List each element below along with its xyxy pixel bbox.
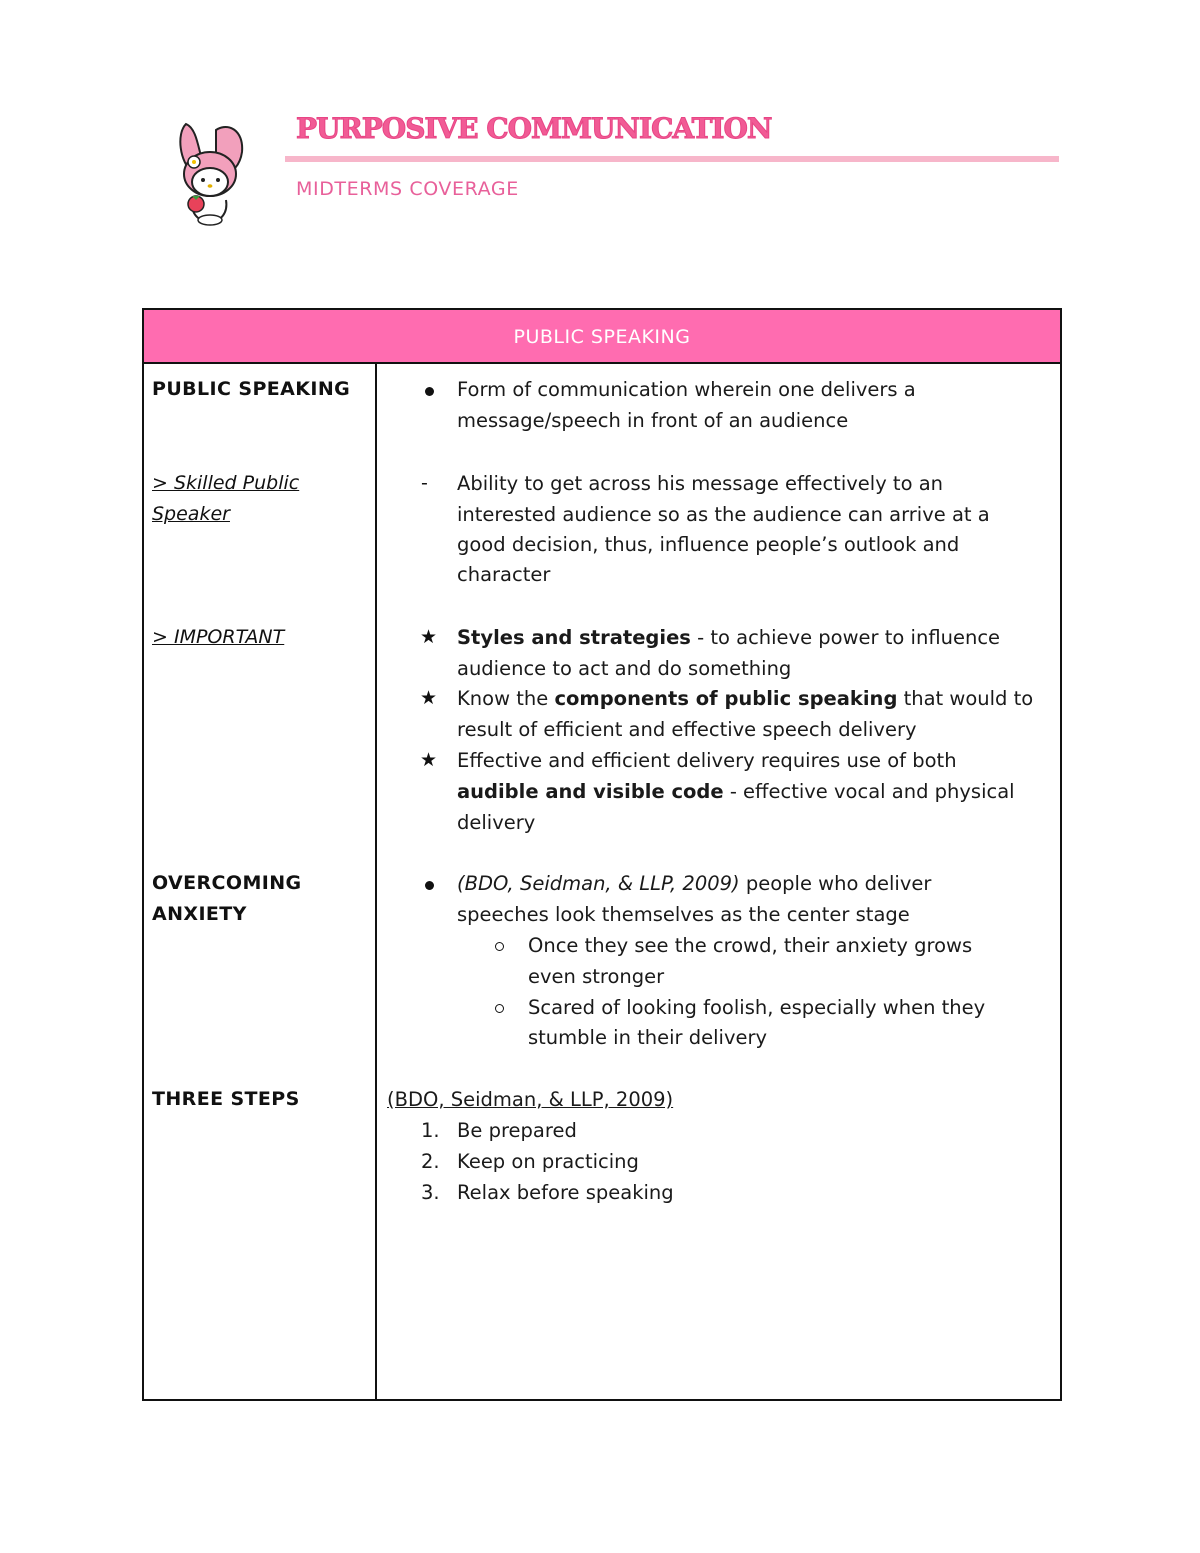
label-skilled-speaker-line1: > Skilled Public [152, 472, 300, 494]
label-overcoming-line2: ANXIETY [152, 903, 247, 925]
skilled-line2: interested audience so as the audience can arrive at a [457, 503, 990, 526]
step-text: Relax before speaking [457, 1181, 674, 1204]
notes-table [142, 308, 1062, 1401]
steps-citation: (BDO, Seidman, & LLP, 2009) [387, 1088, 674, 1111]
star-icon: ★ [420, 749, 438, 771]
anxiety-sub1-line2: even stronger [528, 965, 665, 988]
circle-bullet-icon [495, 942, 504, 951]
anxiety-line2: speeches look themselves as the center stage [457, 903, 910, 926]
important-item2-line2: result of efficient and effective speech delivery [457, 718, 917, 741]
step-number: 1. [421, 1119, 440, 1142]
skilled-line1: Ability to get across his message effectively to an [457, 472, 944, 495]
anxiety-sub1-line1: Once they see the crowd, their anxiety grows [528, 934, 973, 957]
star-icon: ★ [420, 626, 438, 648]
skilled-line4: character [457, 563, 551, 586]
skilled-line3: good decision, thus, influence people’s outlook and [457, 533, 960, 556]
step-text: Be prepared [457, 1119, 577, 1142]
anxiety-line1: (BDO, Seidman, & LLP, 2009) people who deliver [457, 872, 932, 895]
important-item3-line3: delivery [457, 811, 536, 834]
important-item1-line2: audience to act and do something [457, 657, 792, 680]
label-overcoming-line1: OVERCOMING [152, 872, 302, 894]
star-icon: ★ [420, 687, 438, 709]
important-item3-line1: Effective and efficient delivery requires use of both [457, 749, 957, 772]
label-important: > IMPORTANT [152, 626, 285, 648]
title-divider [285, 156, 1059, 162]
label-public-speaking: PUBLIC SPEAKING [152, 378, 351, 400]
step-number: 3. [421, 1181, 440, 1204]
important-item2-line1: Know the components of public speaking that would to [457, 687, 1034, 710]
important-item3-line2: audible and visible code - effective vocal and physical [457, 780, 1015, 803]
dash-marker: - [421, 472, 428, 494]
definition-line1: Form of communication wherein one delivers a [457, 378, 916, 401]
bullet-icon [425, 387, 434, 396]
label-three-steps: THREE STEPS [152, 1088, 300, 1110]
column-divider [375, 364, 377, 1399]
anxiety-sub2-line1: Scared of looking foolish, especially when they [528, 996, 986, 1019]
circle-bullet-icon [495, 1004, 504, 1013]
step-number: 2. [421, 1150, 440, 1173]
definition-line2: message/speech in front of an audience [457, 409, 849, 432]
table-heading: PUBLIC SPEAKING [144, 310, 1060, 364]
label-skilled-speaker-line2: Speaker [152, 503, 230, 525]
bullet-icon [425, 881, 434, 890]
anxiety-sub2-line2: stumble in their delivery [528, 1026, 768, 1049]
document-subtitle: MIDTERMS COVERAGE [296, 178, 519, 200]
mascot-illustration [168, 116, 260, 228]
step-text: Keep on practicing [457, 1150, 639, 1173]
document-title: PURPOSIVE COMMUNICATION [296, 112, 772, 145]
important-item1-line1: Styles and strategies - to achieve power to influence [457, 626, 1001, 649]
